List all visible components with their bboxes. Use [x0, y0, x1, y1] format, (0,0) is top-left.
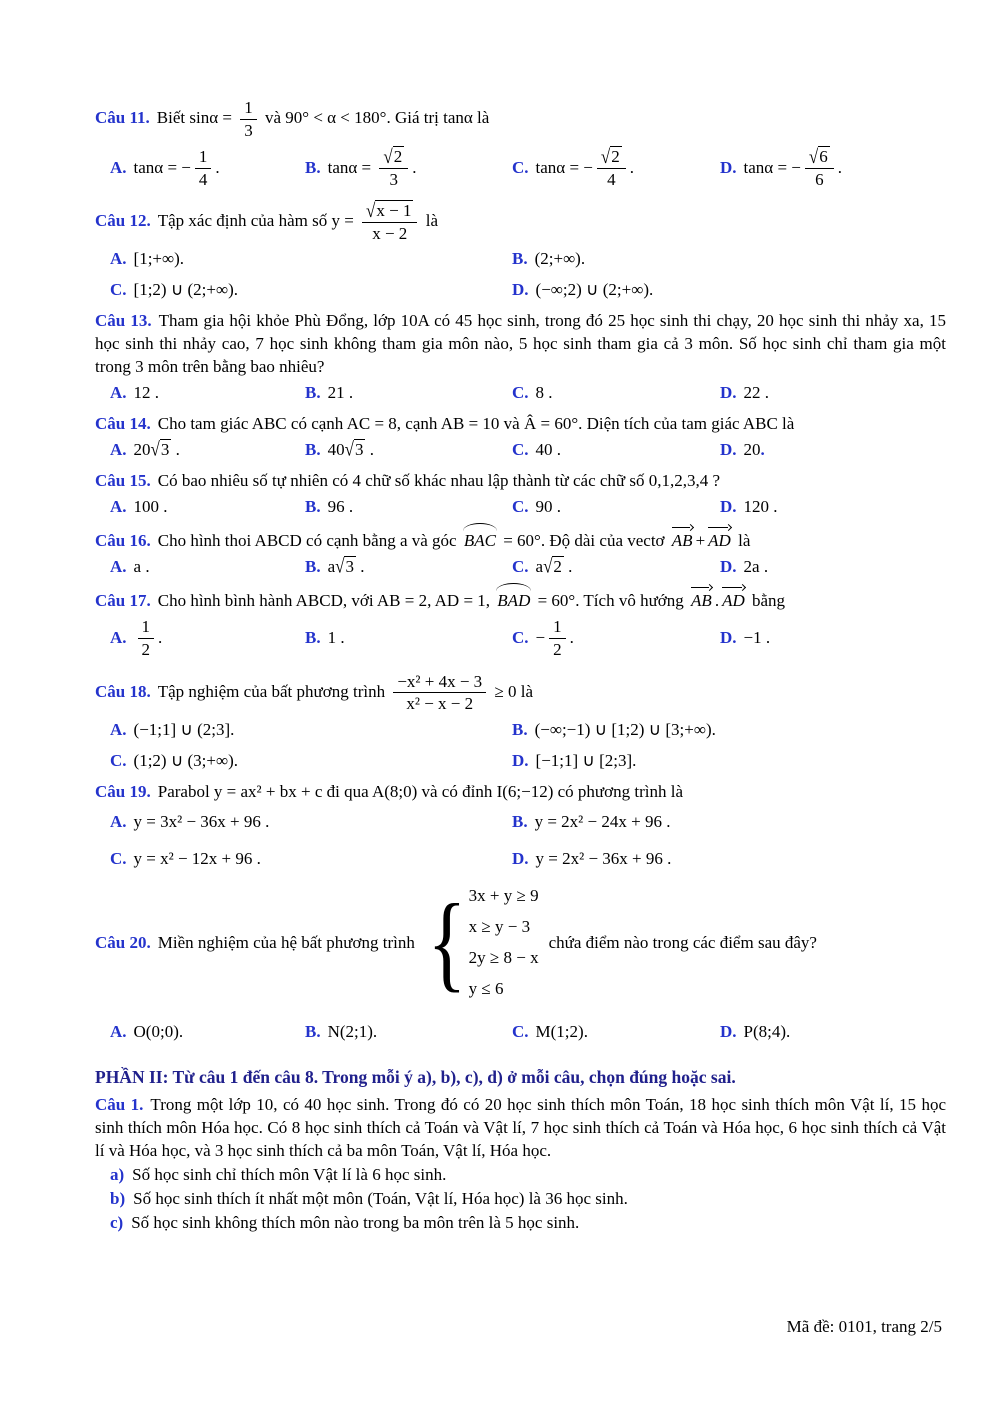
vector: AB: [672, 528, 693, 553]
question-18-label: Câu 18.: [95, 681, 151, 701]
option-letter: A.: [110, 556, 127, 576]
question-text: Tham gia hội khỏe Phù Đổng, lớp 10A có 45 học sinh, trong đó 25 học sinh thi chạy, 20 học sinh thi nhảy xa, 15 học sinh thi nhảy cao, 7 học sinh không tham gia môn nào, 5 học sinh tham gia cả 3 môn. Số học sinh chỉ tham gia một trong 3 môn trên bằng bao nhiêu?: [95, 311, 946, 377]
option-letter: C.: [512, 556, 529, 576]
question-text: Cho hình bình hành ABCD, với AB = 2, AD = 1,: [157, 590, 495, 610]
vector: AB: [691, 588, 712, 613]
option-text: (−∞;2) ∪ (2;+∞).: [535, 280, 654, 300]
option-17-b: [305, 627, 512, 650]
item-label: c): [110, 1212, 124, 1232]
option-letter: D.: [512, 750, 529, 770]
option-letter: C.: [512, 382, 529, 402]
option-text: 40 .: [535, 439, 562, 459]
vector: AD: [708, 528, 731, 553]
question-text: chứa điểm nào trong các điểm sau đây?: [548, 932, 817, 952]
option-15-b: [305, 496, 512, 519]
question-17-statement: [95, 587, 946, 613]
part2-question-1-label: Câu 1.: [95, 1094, 144, 1114]
option-17-c: [512, 615, 720, 661]
option-letter: B.: [305, 628, 321, 648]
option-text: 20: [133, 439, 151, 459]
sqrt-sign: √: [344, 438, 354, 461]
option-text: y = 3x² − 36x + 96 .: [133, 812, 270, 832]
option-letter: A.: [110, 812, 127, 832]
question-11-statement: [95, 96, 946, 142]
option-text: (1;2) ∪ (3;+∞).: [133, 750, 239, 770]
part2-question-1-statement: [95, 1094, 946, 1163]
option-19-a: [110, 811, 512, 834]
option-12-c: [110, 279, 512, 302]
option-text: .: [569, 628, 574, 648]
option-letter: B.: [512, 812, 528, 832]
option-letter: D.: [512, 849, 529, 869]
radical: √2: [600, 145, 620, 168]
question-14-options: [110, 439, 946, 462]
question-text: ≥ 0 là: [490, 681, 534, 701]
angle-arc: BAD: [497, 587, 530, 613]
option-letter: D.: [720, 1022, 737, 1042]
option-text: 22 .: [743, 382, 770, 402]
option-text: 40: [327, 439, 345, 459]
option-letter: D.: [720, 439, 737, 459]
option-letter: D.: [720, 628, 737, 648]
option-letter: A.: [110, 496, 127, 516]
sqrt-sign: √: [600, 145, 611, 168]
question-11: [95, 96, 946, 191]
option-text: 2a .: [743, 556, 769, 576]
option-letter: B.: [305, 439, 321, 459]
question-11-options: [110, 145, 946, 191]
question-text: bằng: [747, 590, 786, 610]
option-text: 12 .: [133, 382, 160, 402]
option-letter: C.: [110, 280, 127, 300]
option-letter: C.: [512, 496, 529, 516]
option-15-c: [512, 496, 720, 519]
option-text: .: [355, 556, 365, 576]
option-20-b: [305, 1021, 512, 1044]
item-text: Số học sinh thích ít nhất một môn (Toán, Vật lí, Hóa học) là 36 học sinh.: [133, 1188, 628, 1208]
fraction: $\frac{1}{2}$: [549, 617, 566, 659]
question-text: Tập xác định của hàm số y =: [157, 211, 359, 231]
option-letter: B.: [305, 382, 321, 402]
brace-symbol: {: [427, 883, 467, 1003]
option-18-b: [512, 719, 946, 742]
question-20-options: [110, 1021, 946, 1044]
option-text: .: [158, 628, 163, 648]
option-11-d: [720, 145, 946, 191]
sqrt-sign: √: [808, 145, 819, 168]
option-text: [1;2) ∪ (2;+∞).: [133, 280, 239, 300]
part2-heading: PHẦN II: Từ câu 1 đến câu 8. Trong mỗi ý a), b), c), d) ở mỗi câu, chọn đúng hoặc sai.: [95, 1067, 736, 1088]
question-20-statement: [95, 879, 946, 1007]
option-text: y = x² − 12x + 96 .: [133, 849, 261, 869]
option-text: P(8;4).: [743, 1022, 791, 1042]
vector: AD: [722, 588, 745, 613]
option-letter: B.: [512, 249, 528, 269]
option-text: .: [215, 157, 220, 177]
option-13-c: [512, 382, 720, 405]
option-text: −1 .: [743, 628, 771, 648]
option-13-b: [305, 382, 512, 405]
option-19-c: [110, 848, 512, 871]
question-18-statement: [95, 670, 946, 716]
sqrt-sign: √: [150, 438, 160, 461]
question-12: [95, 199, 946, 302]
radical: √x − 1: [366, 199, 412, 222]
radical: √2: [543, 556, 564, 579]
question-text: Parabol y = ax² + bx + c đi qua A(8;0) và có đỉnh I(6;−12) có phương trình là: [157, 781, 683, 801]
question-text: Cho hình thoi ABCD có cạnh bằng a và góc: [157, 530, 461, 550]
fraction: $\frac{1}{4}$: [195, 147, 212, 189]
radical: √3: [151, 439, 172, 462]
option-letter: C.: [110, 849, 127, 869]
option-15-d: [720, 496, 946, 519]
option-12-b: [512, 248, 946, 271]
option-16-a: [110, 556, 305, 579]
question-12-statement: [95, 199, 946, 245]
option-text: y = 2x² − 36x + 96 .: [535, 849, 672, 869]
option-11-a: [110, 145, 305, 191]
option-text: tanα =: [327, 157, 376, 177]
radical: √6: [808, 145, 828, 168]
question-19-label: Câu 19.: [95, 781, 151, 801]
question-13-options: [110, 382, 946, 405]
system-line: y ≤ 6: [468, 979, 504, 999]
question-20: [95, 879, 946, 1044]
option-text: .: [837, 157, 842, 177]
option-20-c: [512, 1021, 720, 1044]
option-13-d: [720, 382, 946, 405]
question-16: [95, 527, 946, 579]
option-letter: C.: [110, 750, 127, 770]
question-19-options: [110, 811, 946, 871]
option-letter: D.: [720, 556, 737, 576]
question-16-statement: [95, 527, 946, 553]
question-14: [95, 413, 946, 462]
part2-q1-item-b: [110, 1188, 946, 1211]
option-letter: C.: [512, 439, 529, 459]
option-20-d: [720, 1021, 946, 1044]
option-text: (−∞;−1) ∪ [1;2) ∪ [3;+∞).: [534, 719, 716, 739]
option-18-d: [512, 750, 946, 773]
page-footer: Mã đề: 0101, trang 2/5: [786, 1317, 942, 1336]
question-text: và 90° < α < 180°. Giá trị tanα là: [260, 107, 490, 127]
option-letter: B.: [305, 157, 321, 177]
option-text: y = 2x² − 24x + 96 .: [534, 812, 671, 832]
option-19-b: [512, 811, 946, 834]
option-14-d: [720, 439, 946, 462]
option-19-d: [512, 848, 946, 871]
sqrt-sign: √: [383, 145, 393, 168]
option-text: 100 .: [133, 496, 168, 516]
item-label: b): [110, 1188, 126, 1208]
part2-q1-item-a: [110, 1164, 946, 1187]
question-text: là: [421, 211, 439, 231]
option-16-c: [512, 556, 720, 579]
question-14-label: Câu 14.: [95, 413, 151, 433]
option-letter: A.: [110, 439, 127, 459]
option-letter: C.: [512, 1022, 529, 1042]
question-17-label: Câu 17.: [95, 590, 151, 610]
plus-sign: +: [695, 530, 706, 550]
option-18-a: [110, 719, 512, 742]
fraction: $\frac{√2}{3}$: [379, 147, 408, 189]
option-text: 1 .: [327, 628, 345, 648]
radical: √3: [345, 439, 366, 462]
angle-arc: BAC: [464, 527, 496, 553]
option-12-d: [512, 279, 946, 302]
option-text: 120 .: [743, 496, 778, 516]
fraction: $\frac{√6}{6}$: [805, 147, 834, 189]
option-text: .: [171, 439, 180, 459]
option-17-a: [110, 615, 305, 661]
option-period: .: [760, 439, 765, 459]
option-20-a: [110, 1021, 305, 1044]
option-letter: A.: [110, 628, 127, 648]
option-16-d: [720, 556, 946, 579]
option-text: 21 .: [327, 382, 354, 402]
question-15-options: [110, 496, 946, 519]
option-text: .: [365, 439, 374, 459]
option-15-a: [110, 496, 305, 519]
question-text: Cho tam giác ABC có cạnh AC = 8, cạnh AB = 10 và Â = 60°. Diện tích của tam giác ABC là: [157, 413, 795, 433]
option-letter: A.: [110, 157, 127, 177]
option-text: −: [535, 628, 546, 648]
option-text: .: [629, 157, 634, 177]
question-19: [95, 781, 946, 872]
question-18-options: [110, 719, 946, 773]
question-18: [95, 670, 946, 773]
option-16-b: [305, 556, 512, 579]
question-text: Trong một lớp 10, có 40 học sinh. Trong đó có 20 học sinh thích môn Toán, 18 học sinh thích môn Vật lí, 15 học sinh thích môn Hóa học. Có 8 học sinh thích cả Toán và Vật lí, 7 học sinh thích cả Toán và Hóa học, 6 học sinh thích cả Vật lí và Hóa học, và 3 học sinh thích cả ba môn Toán, Vật lí, Hóa học.: [95, 1094, 946, 1160]
option-text: N(2;1).: [327, 1022, 378, 1042]
question-16-options: [110, 556, 946, 579]
question-17-options: [110, 615, 946, 661]
question-14-statement: [95, 413, 946, 436]
option-text: [−1;1] ∪ [2;3].: [535, 750, 637, 770]
option-text: 96 .: [327, 496, 354, 516]
item-label: a): [110, 1164, 125, 1184]
option-text: a: [535, 556, 544, 576]
option-text: tanα = −: [535, 157, 593, 177]
question-text: là: [733, 530, 751, 550]
part2-q1-item-c: [110, 1212, 946, 1235]
option-letter: A.: [110, 249, 127, 269]
option-letter: C.: [512, 628, 529, 648]
system-line: 3x + y ≥ 9: [468, 886, 539, 906]
question-text: = 60°. Tích vô hướng: [533, 590, 689, 610]
option-17-d: [720, 627, 946, 650]
option-text: tanα = −: [743, 157, 801, 177]
question-16-label: Câu 16.: [95, 530, 151, 550]
question-text: Miền nghiệm của hệ bất phương trình: [157, 932, 415, 952]
system-line: x ≥ y − 3: [468, 917, 531, 937]
option-text: .: [412, 157, 417, 177]
option-13-a: [110, 382, 305, 405]
option-text: tanα = −: [133, 157, 191, 177]
option-11-b: [305, 145, 512, 191]
option-letter: D.: [720, 382, 737, 402]
radical: √2: [383, 145, 403, 168]
question-12-options: [110, 248, 946, 302]
sqrt-sign: √: [335, 555, 345, 577]
dot-sign: .: [714, 590, 720, 610]
option-text: a: [327, 556, 336, 576]
option-letter: A.: [110, 719, 127, 739]
option-14-c: [512, 439, 720, 462]
fraction: $\frac{√x - 1}{x - 2}$: [362, 201, 417, 243]
fraction: $\frac{\text{−x² + 4x − 3}}{\text{x² − x − 2}}$: [393, 672, 486, 714]
question-13-statement: [95, 310, 946, 379]
option-text: 90 .: [535, 496, 562, 516]
question-13-label: Câu 13.: [95, 311, 152, 331]
question-20-label: Câu 20.: [95, 932, 151, 952]
fraction: $\frac{1}{3}$: [240, 98, 257, 140]
option-letter: B.: [305, 556, 321, 576]
question-text: Có bao nhiêu số tự nhiên có 4 chữ số khác nhau lập thành từ các chữ số 0,1,2,3,4 ?: [157, 470, 721, 490]
option-text: a .: [133, 556, 150, 576]
question-12-label: Câu 12.: [95, 211, 151, 231]
fraction: $\frac{1}{2}$: [138, 617, 155, 659]
option-12-a: [110, 248, 512, 271]
question-15-label: Câu 15.: [95, 470, 151, 490]
system-line: 2y ≥ 8 − x: [468, 948, 539, 968]
option-letter: A.: [110, 382, 127, 402]
option-18-c: [110, 750, 512, 773]
inequality-system: [421, 879, 539, 1007]
question-text: = 60°. Độ dài của vectơ: [498, 530, 669, 550]
option-letter: C.: [512, 157, 529, 177]
question-text: Tập nghiệm của bất phương trình: [157, 681, 390, 701]
option-14-a: [110, 439, 305, 462]
item-text: Số học sinh không thích môn nào trong ba môn trên là 5 học sinh.: [131, 1212, 580, 1232]
part2-question-1: [95, 1094, 946, 1235]
sqrt-sign: √: [366, 199, 376, 222]
option-letter: B.: [305, 496, 321, 516]
option-text: O(0;0).: [133, 1022, 184, 1042]
option-text: [1;+∞).: [133, 249, 185, 269]
question-15-statement: [95, 470, 946, 493]
option-letter: D.: [720, 157, 737, 177]
option-letter: B.: [512, 719, 528, 739]
option-text: M(1;2).: [535, 1022, 588, 1042]
option-letter: D.: [512, 280, 529, 300]
option-text: (−1;1] ∪ (2;3].: [133, 719, 235, 739]
question-11-label: Câu 11.: [95, 107, 150, 127]
option-text: 20: [743, 439, 761, 459]
question-19-statement: [95, 781, 946, 804]
option-14-b: [305, 439, 512, 462]
option-letter: D.: [720, 496, 737, 516]
option-text: .: [563, 556, 573, 576]
question-15: [95, 470, 946, 519]
question-13: [95, 310, 946, 405]
option-letter: B.: [305, 1022, 321, 1042]
option-text: 8 .: [535, 382, 553, 402]
option-text: (2;+∞).: [534, 249, 586, 269]
item-text: Số học sinh chỉ thích môn Vật lí là 6 học sinh.: [132, 1164, 447, 1184]
question-17: [95, 587, 946, 662]
question-text: Biết sinα =: [156, 107, 237, 127]
radical: √3: [335, 556, 356, 579]
option-letter: A.: [110, 1022, 127, 1042]
fraction: $\frac{√2}{4}$: [597, 147, 626, 189]
option-11-c: [512, 145, 720, 191]
sqrt-sign: √: [543, 555, 553, 577]
